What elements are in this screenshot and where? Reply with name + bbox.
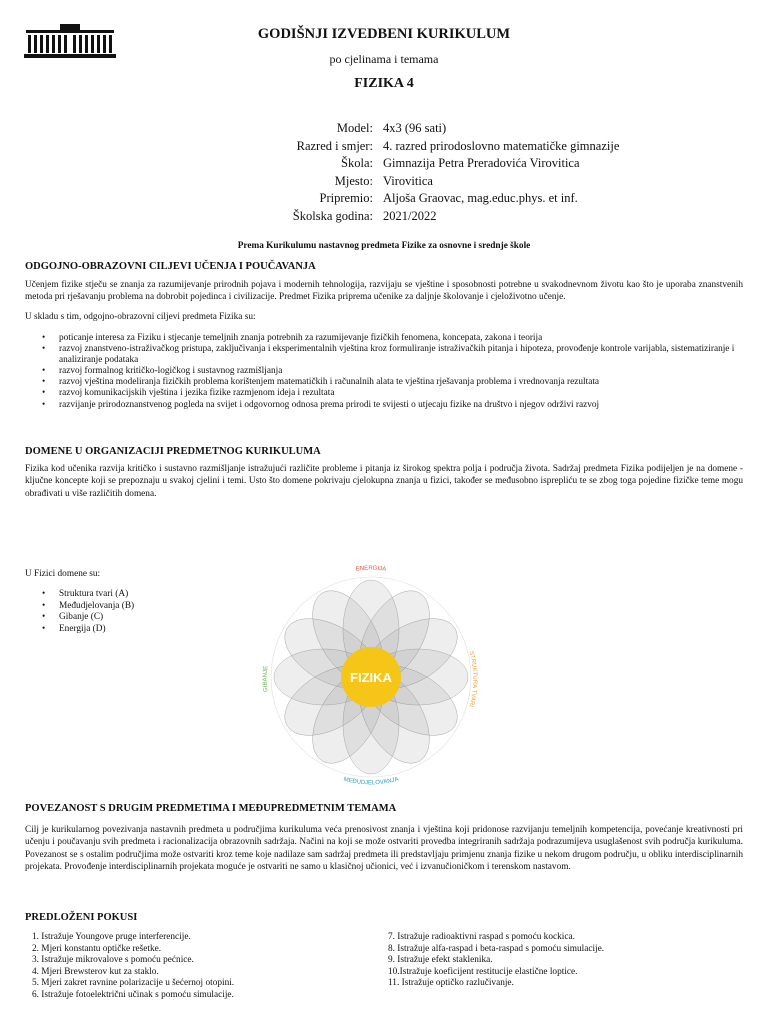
list-item: 9. Istražuje efekt staklenika. bbox=[388, 955, 493, 965]
list-item: 10.Istražuje koeficijent restitucije elastične loptice. bbox=[388, 966, 578, 977]
physics-domain-wheel bbox=[259, 564, 483, 786]
list-item: • razvoj formalnog kritičko-logičkog i sustavnog razmišljanja bbox=[42, 366, 742, 377]
section-connections-heading: POVEZANOST S DRUGIM PREDMETIMA I MEĐUPREDMETNIM TEMAMA bbox=[25, 803, 397, 814]
list-item: 2. Mjeri konstantu optičke rešetke. bbox=[32, 943, 162, 954]
list-item: • Međudjelovanja (B) bbox=[42, 601, 262, 613]
info-row-pripremio: Pripremio: Aljoša Graovac, mag.educ.phys. et inf. bbox=[319, 191, 578, 205]
experiments-list-right bbox=[388, 932, 748, 990]
list-item: 5. Mjeri zakret ravnine polarizacije u šećernoj otopini. bbox=[32, 978, 235, 988]
info-row-godina: Školska godina: 2021/2022 bbox=[292, 208, 437, 223]
list-item: • razvoj vještina modeliranja fizičkih problema korištenjem matematičkih i računalnih alata te vještina rješavanja problema i vrednovanja rezultata bbox=[42, 377, 742, 388]
section-goals-heading: ODGOJNO-OBRAZOVNI CILJEVI UČENJA I POUČAVANJA bbox=[25, 261, 316, 272]
info-row-mjesto: Mjesto: Virovitica bbox=[334, 173, 433, 188]
domain-label-top: ENERGIJA bbox=[355, 565, 387, 573]
list-item: • razvijanje prirodoznanstvenog pogleda na svijet i odgovornog odnosa prema prirodi te svijesti o utjecaju fizike na društvo i njegov održivi razvoj bbox=[42, 400, 742, 411]
list-item: • razvoj komunikacijskih vještina i jezika fizike razmjenom ideja i rezultata bbox=[42, 388, 742, 399]
goals-list bbox=[42, 333, 742, 411]
goals-intro: U skladu s tim, odgojno-obrazovni ciljevi predmeta Fizika su: bbox=[25, 312, 256, 322]
document-subtitle: po cjelinama i temama bbox=[329, 52, 439, 66]
center-label: FIZIKA bbox=[350, 670, 392, 685]
domain-label-right: STRUKTURA TVARI bbox=[467, 650, 478, 708]
experiments-list-left bbox=[32, 932, 372, 1001]
domains-intro: U Fizici domene su: bbox=[25, 569, 101, 579]
list-item: • Gibanje (C) bbox=[42, 612, 262, 624]
list-item: 3. Istražuje mikrovalove s pomoću pećnice. bbox=[32, 955, 194, 965]
list-item: 4. Mjeri Brewsterov kut za staklo. bbox=[32, 966, 159, 977]
subject-title: FIZIKA 4 bbox=[354, 76, 414, 91]
list-item: • poticanje interesa za Fiziku i stjecanje temeljnih znanja potrebnih za razumijevanje fizičkih fenomena, koncepata, zakona i teorija bbox=[42, 333, 742, 344]
goals-paragraph: Učenjem fizike stječu se znanja za razumijevanje prirodnih pojava i modernih tehnologija, razvijaju se vještine i sposobnosti potrebne u svakodnevnom životu kao što je uporaba znanstvenih metoda pri rješavanju problema na dobrobit pojedinca i civilizacije. Predmet Fizika priprema učenike za daljnje školovanje i cjeloživotno učenje. bbox=[25, 280, 743, 303]
list-item: 6. Istražuje fotoelektrični učinak s pomoću simulacije. bbox=[32, 989, 234, 1000]
info-row-skola: Škola: Gimnazija Petra Preradovića Virovitica bbox=[341, 156, 580, 170]
list-item: 11. Istražuje optičko razlučivanje. bbox=[388, 978, 514, 988]
list-item: • Energija (D) bbox=[42, 624, 262, 636]
connections-paragraph: Cilj je kurikularnog povezivanja nastavnih predmeta u područjima kurikuluma veća prenosivost znanja i vještina koji pridonose razvijanju temeljnih kompetencija, povećanje kreativnosti pri učenju i poučavanju svih predmeta i racionalizacija obrazovnih sadržaja. Načini na koji se može ostvariti provedba integriranih sadržaja podrazumijeva usuglašenost svih područja kurikuluma. Povezanost se s ostalim područjima može ostvariti kroz teme koje nadilaze sam sadržaj predmeta ili predstavljaju primjenu znanja fizike u nekom drugom području, u obliku interdisciplinarnih projekata. Provođenje interdisciplinarnih projekata moguće je ostvariti ne samo u klasičnoj učionici, već i izvanučioničkom i terenskom nastavom. bbox=[25, 825, 743, 873]
info-row-model: Model: 4x3 (96 sati) bbox=[336, 121, 447, 135]
list-item: 8. Istražuje alfa-raspad i beta-raspad s pomoću simulacije. bbox=[388, 943, 605, 954]
domain-label-left: GIBANJE bbox=[262, 665, 270, 693]
section-domains-heading: DOMENE U ORGANIZACIJI PREDMETNOG KURIKULUMA bbox=[25, 446, 321, 457]
domain-label-bottom: MEĐUDJELOVANJA bbox=[342, 776, 400, 786]
info-row-razred: Razred i smjer: 4. razred prirodoslovno matematičke gimnazije bbox=[296, 138, 620, 153]
list-item: • razvoj znanstveno-istraživačkog pristupa, zaključivanja i eksperimentalnih vještina kroz formuliranje istraživačkih pitanja i hipoteza, provođenje kontrole varijabla, sistematiziranje i analiziranje podataka bbox=[42, 344, 742, 366]
section-experiments-heading: PREDLOŽENI POKUSI bbox=[25, 912, 138, 923]
info-table bbox=[0, 120, 768, 225]
list-item: • Struktura tvari (A) bbox=[42, 589, 262, 601]
domains-paragraph: Fizika kod učenika razvija kritičko i sustavno razmišljanje istražujući različite probleme i pitanja iz širokog spektra polja i područja života. Sadržaj predmeta Fizika podijeljen je na domene - ključne koncepte koji se prepoznaju u svakoj cjelini i temi. Usto što domene pokrivaju cjelokupna znanja u fizici, također se međusobno isprepliću te se zbog toga pojedine fizičke teme mogu obrađivati u više različitih domena. bbox=[25, 464, 743, 499]
curriculum-reference: Prema Kurikulumu nastavnog predmeta Fizike za osnovne i srednje škole bbox=[237, 241, 531, 251]
list-item: 1. Istražuje Youngove pruge interferencije. bbox=[32, 932, 191, 942]
document-title: GODIŠNJI IZVEDBENI KURIKULUM bbox=[257, 26, 511, 42]
domains-list bbox=[42, 589, 262, 636]
list-item: 7. Istražuje radioaktivni raspad s pomoću kockica. bbox=[388, 932, 575, 942]
